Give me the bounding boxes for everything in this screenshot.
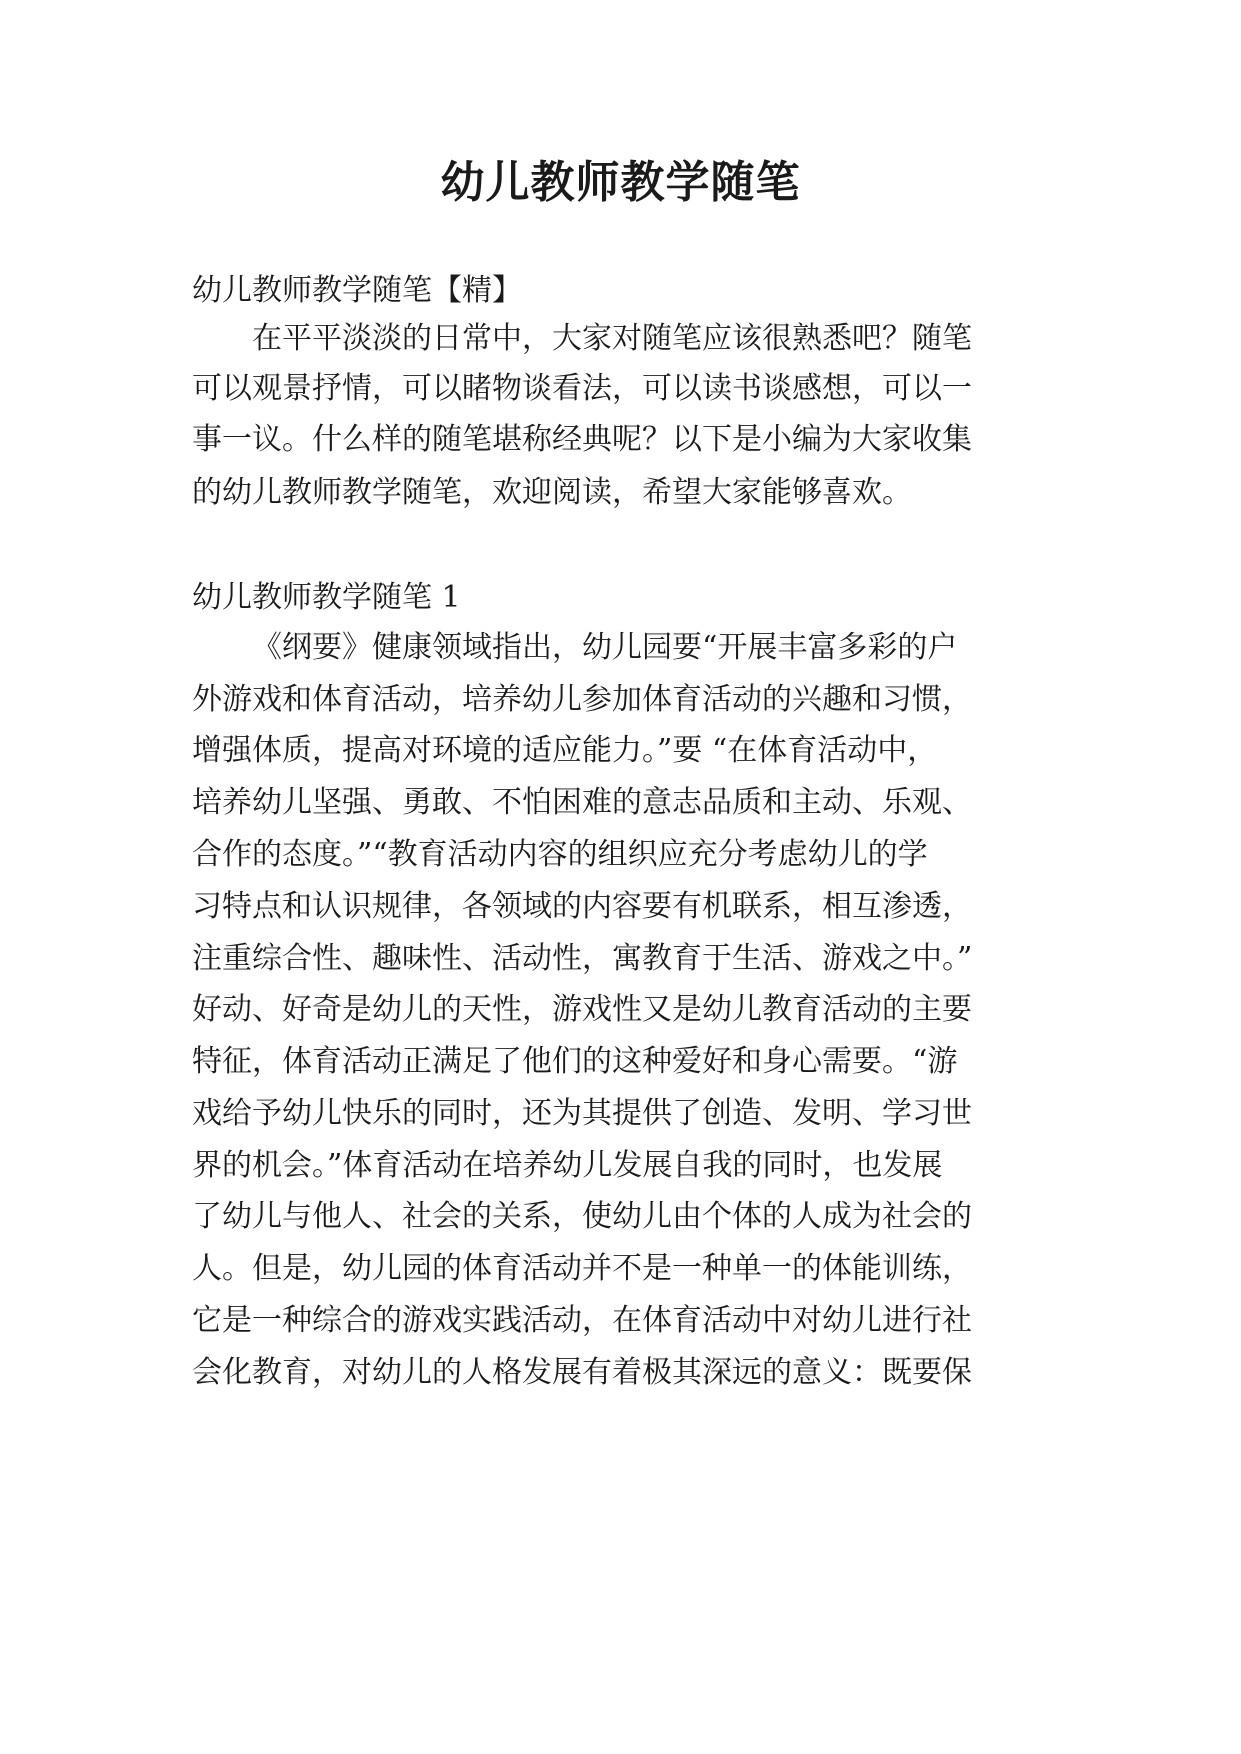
body-line: 好动、好奇是幼儿的天性，游戏性又是幼儿教育活动的主要 [192, 992, 972, 1027]
body-line: 人。但是，幼儿园的体育活动并不是一种单一的体能训练， [192, 1251, 972, 1286]
body-line: 了幼儿与他人、社会的关系，使幼儿由个体的人成为社会的 [192, 1199, 972, 1234]
body-line: 合作的态度。”“教育活动内容的组织应充分考虑幼儿的学 [192, 837, 928, 872]
body-line: 增强体质，提高对环境的适应能力。”要 “在体育活动中， [192, 733, 938, 768]
body-line: 界的机会。”体育活动在培养幼儿发展自我的同时，也发展 [192, 1148, 943, 1183]
body-line: 事一议。什么样的随笔堪称经典呢？以下是小编为大家收集 [192, 422, 972, 457]
body-line: 可以观景抒情，可以睹物谈看法，可以读书谈感想，可以一 [192, 371, 972, 406]
body-line: 特征，体育活动正满足了他们的这种爱好和身心需要。“游 [192, 1044, 958, 1079]
body-line: 戏给予幼儿快乐的同时，还为其提供了创造、发明、学习世 [192, 1096, 972, 1131]
body-line: 在平平淡淡的日常中，大家对随笔应该很熟悉吧？随笔 [252, 321, 972, 356]
body-line: 《纲要》健康领域指出，幼儿园要“开展丰富多彩的户 [252, 630, 958, 665]
body-line: 培养幼儿坚强、勇敢、不怕困难的意志品质和主动、乐观、 [192, 785, 972, 820]
body-line: 注重综合性、趣味性、活动性，寓教育于生活、游戏之中。” [192, 941, 973, 976]
body-line: 的幼儿教师教学随笔，欢迎阅读，希望大家能够喜欢。 [192, 475, 912, 510]
body-line: 会化教育，对幼儿的人格发展有着极其深远的意义：既要保 [192, 1355, 972, 1390]
section-heading: 幼儿教师教学随笔 1 [192, 580, 461, 615]
subtitle-line: 幼儿教师教学随笔【精】 [192, 273, 522, 308]
body-line: 习特点和认识规律，各领域的内容要有机联系，相互渗透， [192, 889, 972, 924]
body-line: 外游戏和体育活动，培养幼儿参加体育活动的兴趣和习惯， [192, 682, 972, 717]
body-line: 它是一种综合的游戏实践活动，在体育活动中对幼儿进行社 [192, 1303, 972, 1338]
document-title: 幼儿教师教学随笔 [440, 157, 801, 208]
